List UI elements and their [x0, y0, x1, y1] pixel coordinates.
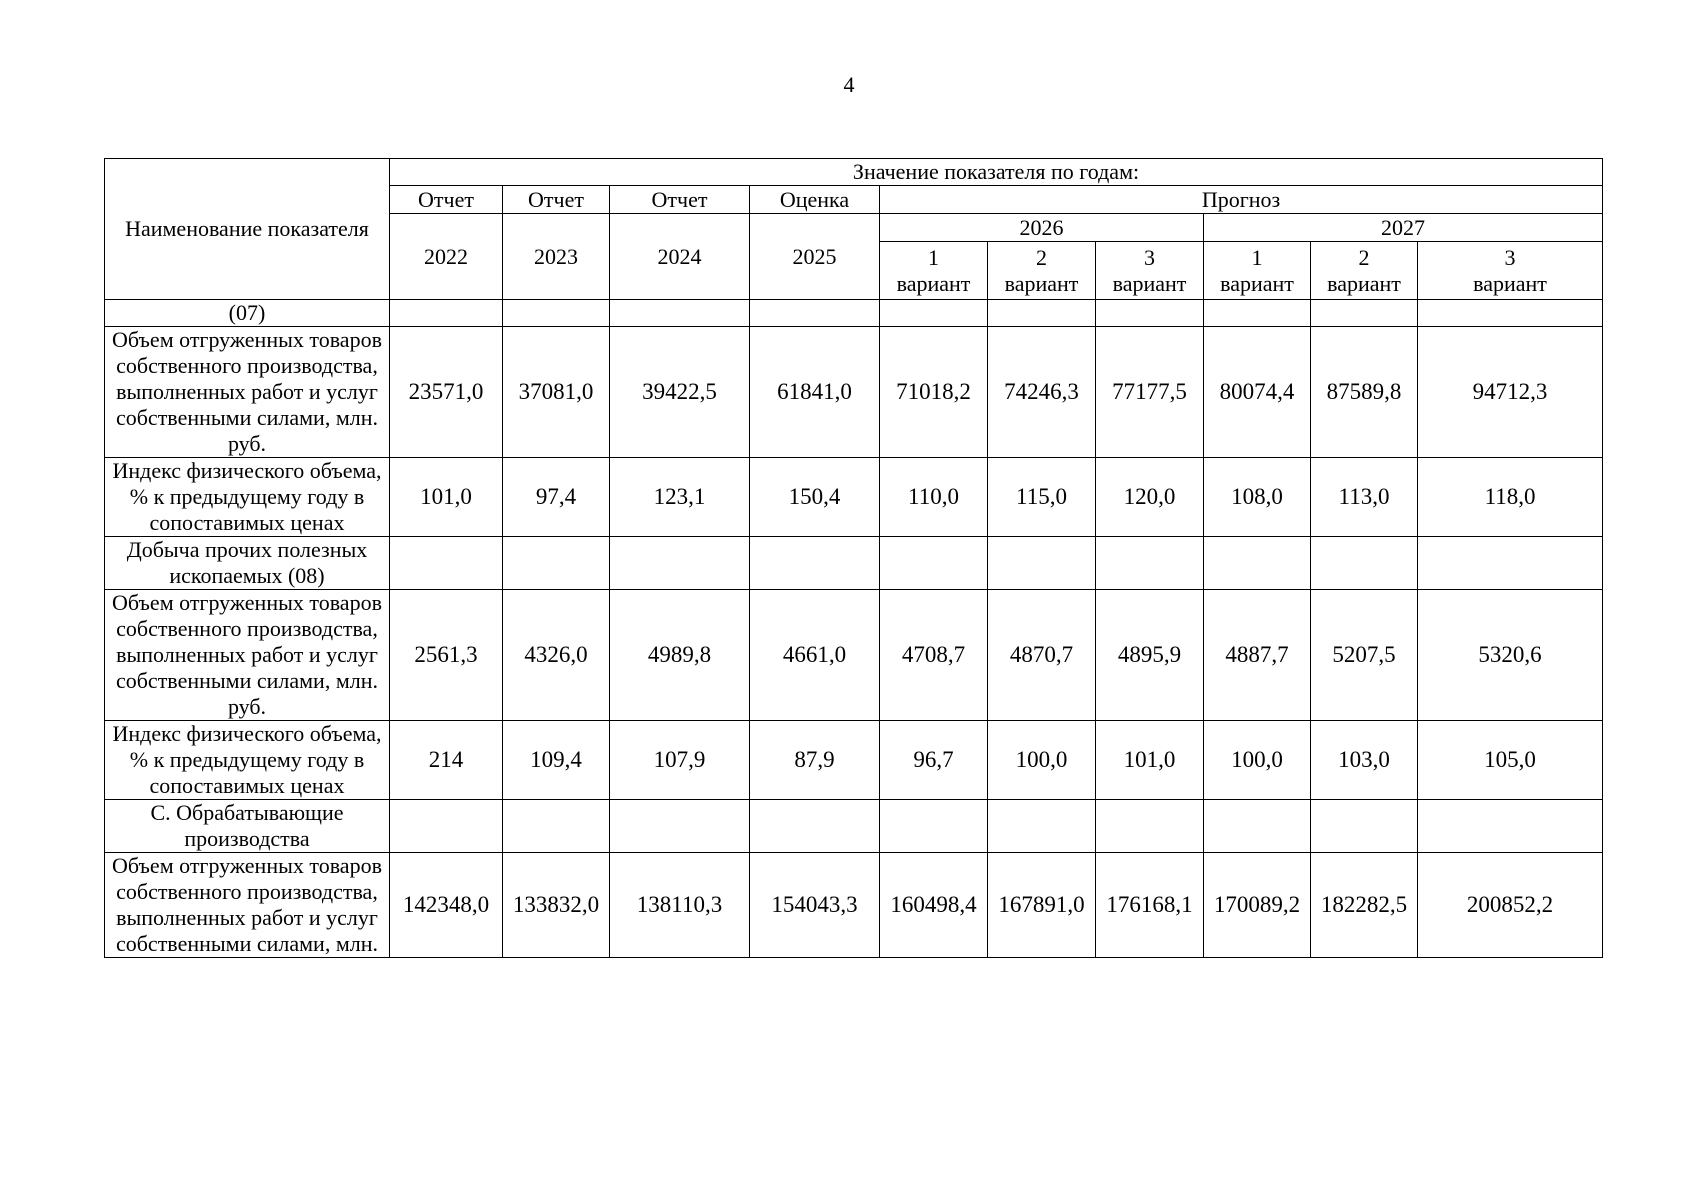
- table-row: [105, 853, 1603, 958]
- value-cell: 101,0: [1096, 721, 1204, 800]
- variant-number: 3: [1504, 244, 1516, 270]
- value-cell: [390, 800, 503, 853]
- table-row: [105, 327, 1603, 458]
- indicator-label: С. Обрабатывающие производства: [105, 800, 390, 853]
- variant-header: [988, 242, 1096, 300]
- value-cell: 80074,4: [1204, 327, 1311, 458]
- indicator-label: Индекс физического объема, % к предыдущему году в сопоставимых ценах: [105, 458, 390, 537]
- value-cell: 71018,2: [880, 327, 988, 458]
- value-cell: 113,0: [1311, 458, 1418, 537]
- period-type-2025: Оценка: [750, 186, 880, 214]
- value-cell: 167891,0: [988, 853, 1096, 958]
- value-cell: 61841,0: [750, 327, 880, 458]
- value-cell: 160498,4: [880, 853, 988, 958]
- variant-header: [1096, 242, 1204, 300]
- period-type-2023: Отчет: [503, 186, 610, 214]
- table-row: [105, 458, 1603, 537]
- variant-number: 3: [1144, 244, 1155, 270]
- value-cell: [390, 537, 503, 590]
- indicators-table: [104, 158, 1603, 958]
- value-cell: 123,1: [610, 458, 750, 537]
- value-cell: [988, 800, 1096, 853]
- value-cell: 100,0: [988, 721, 1096, 800]
- page-number: 4: [843, 72, 855, 97]
- value-cell: [1311, 537, 1418, 590]
- variant-word: вариант: [1004, 270, 1079, 296]
- variant-word: вариант: [1473, 270, 1547, 296]
- value-cell: [988, 537, 1096, 590]
- value-cell: 87,9: [750, 721, 880, 800]
- variant-header: [1204, 242, 1311, 300]
- value-cell: 97,4: [503, 458, 610, 537]
- variant-number: 2: [1358, 244, 1370, 270]
- value-cell: 96,7: [880, 721, 988, 800]
- value-cell: 108,0: [1204, 458, 1311, 537]
- value-cell: 39422,5: [610, 327, 750, 458]
- value-cell: 23571,0: [390, 327, 503, 458]
- year-2025: 2025: [750, 214, 880, 300]
- value-cell: [750, 800, 880, 853]
- value-cell: [503, 537, 610, 590]
- value-cell: 5207,5: [1311, 590, 1418, 721]
- value-cell: 37081,0: [503, 327, 610, 458]
- value-cell: 87589,8: [1311, 327, 1418, 458]
- value-cell: [880, 300, 988, 327]
- value-cell: [750, 300, 880, 327]
- variant-word: вариант: [1220, 270, 1294, 296]
- value-cell: 4887,7: [1204, 590, 1311, 721]
- table-row: [105, 721, 1603, 800]
- forecast-year-2027: 2027: [1204, 214, 1603, 242]
- value-cell: [1418, 800, 1603, 853]
- value-cell: 2561,3: [390, 590, 503, 721]
- value-cell: [880, 800, 988, 853]
- value-cell: [1096, 800, 1204, 853]
- variant-number: 1: [1251, 244, 1263, 270]
- indicator-label: (07): [105, 300, 390, 327]
- value-cell: [503, 300, 610, 327]
- value-cell: 110,0: [880, 458, 988, 537]
- value-cell: 154043,3: [750, 853, 880, 958]
- value-cell: 107,9: [610, 721, 750, 800]
- year-2022: 2022: [390, 214, 503, 300]
- value-cell: 118,0: [1418, 458, 1603, 537]
- value-cell: 133832,0: [503, 853, 610, 958]
- variant-header: [1311, 242, 1418, 300]
- value-cell: [503, 800, 610, 853]
- variant-number: 2: [1036, 244, 1047, 270]
- variant-word: вариант: [896, 270, 971, 296]
- value-cell: 142348,0: [390, 853, 503, 958]
- value-cell: [1418, 537, 1603, 590]
- value-cell: [1418, 300, 1603, 327]
- table-row: [105, 590, 1603, 721]
- value-cell: 103,0: [1311, 721, 1418, 800]
- value-cell: 4870,7: [988, 590, 1096, 721]
- value-cell: [1096, 300, 1204, 327]
- value-cell: [610, 300, 750, 327]
- indicator-label: Объем отгруженных товаров собственного производства, выполненных работ и услуг собственными силами, млн.: [105, 853, 390, 958]
- indicator-label: Добыча прочих полезных ископаемых (08): [105, 537, 390, 590]
- value-cell: [1311, 800, 1418, 853]
- value-cell: 4326,0: [503, 590, 610, 721]
- value-cell: 200852,2: [1418, 853, 1603, 958]
- forecast-year-2026: 2026: [880, 214, 1204, 242]
- value-cell: [610, 800, 750, 853]
- variant-word: вариант: [1112, 270, 1187, 296]
- value-cell: [390, 300, 503, 327]
- value-cell: 101,0: [390, 458, 503, 537]
- value-cell: [1096, 537, 1204, 590]
- value-cell: 100,0: [1204, 721, 1311, 800]
- section-row: [105, 537, 1603, 590]
- period-type-2024: Отчет: [610, 186, 750, 214]
- variant-header: [880, 242, 988, 300]
- year-2024: 2024: [610, 214, 750, 300]
- values-by-year-header: Значение показателя по годам:: [390, 159, 1603, 186]
- section-row: [105, 800, 1603, 853]
- value-cell: [1204, 300, 1311, 327]
- value-cell: 4895,9: [1096, 590, 1204, 721]
- value-cell: 176168,1: [1096, 853, 1204, 958]
- value-cell: 150,4: [750, 458, 880, 537]
- indicator-name-header: Наименование показателя: [105, 159, 390, 300]
- value-cell: 138110,3: [610, 853, 750, 958]
- variant-header: [1418, 242, 1603, 300]
- value-cell: 109,4: [503, 721, 610, 800]
- value-cell: [1311, 300, 1418, 327]
- value-cell: 115,0: [988, 458, 1096, 537]
- indicator-label: Индекс физического объема, % к предыдущему году в сопоставимых ценах: [105, 721, 390, 800]
- value-cell: 4661,0: [750, 590, 880, 721]
- value-cell: 77177,5: [1096, 327, 1204, 458]
- value-cell: 170089,2: [1204, 853, 1311, 958]
- value-cell: 94712,3: [1418, 327, 1603, 458]
- variant-number: 1: [928, 244, 939, 270]
- value-cell: [610, 537, 750, 590]
- period-type-2022: Отчет: [390, 186, 503, 214]
- forecast-header: Прогноз: [880, 186, 1603, 214]
- value-cell: [1204, 537, 1311, 590]
- indicator-label: Объем отгруженных товаров собственного производства, выполненных работ и услуг собственными силами, млн. руб.: [105, 590, 390, 721]
- value-cell: 120,0: [1096, 458, 1204, 537]
- value-cell: 182282,5: [1311, 853, 1418, 958]
- section-row: [105, 300, 1603, 327]
- value-cell: [1204, 800, 1311, 853]
- value-cell: 4989,8: [610, 590, 750, 721]
- value-cell: 4708,7: [880, 590, 988, 721]
- value-cell: [880, 537, 988, 590]
- value-cell: 74246,3: [988, 327, 1096, 458]
- value-cell: 5320,6: [1418, 590, 1603, 721]
- value-cell: [750, 537, 880, 590]
- value-cell: 214: [390, 721, 503, 800]
- value-cell: 105,0: [1418, 721, 1603, 800]
- year-2023: 2023: [503, 214, 610, 300]
- value-cell: [988, 300, 1096, 327]
- indicator-label: Объем отгруженных товаров собственного производства, выполненных работ и услуг собственными силами, млн. руб.: [105, 327, 390, 458]
- variant-word: вариант: [1327, 270, 1401, 296]
